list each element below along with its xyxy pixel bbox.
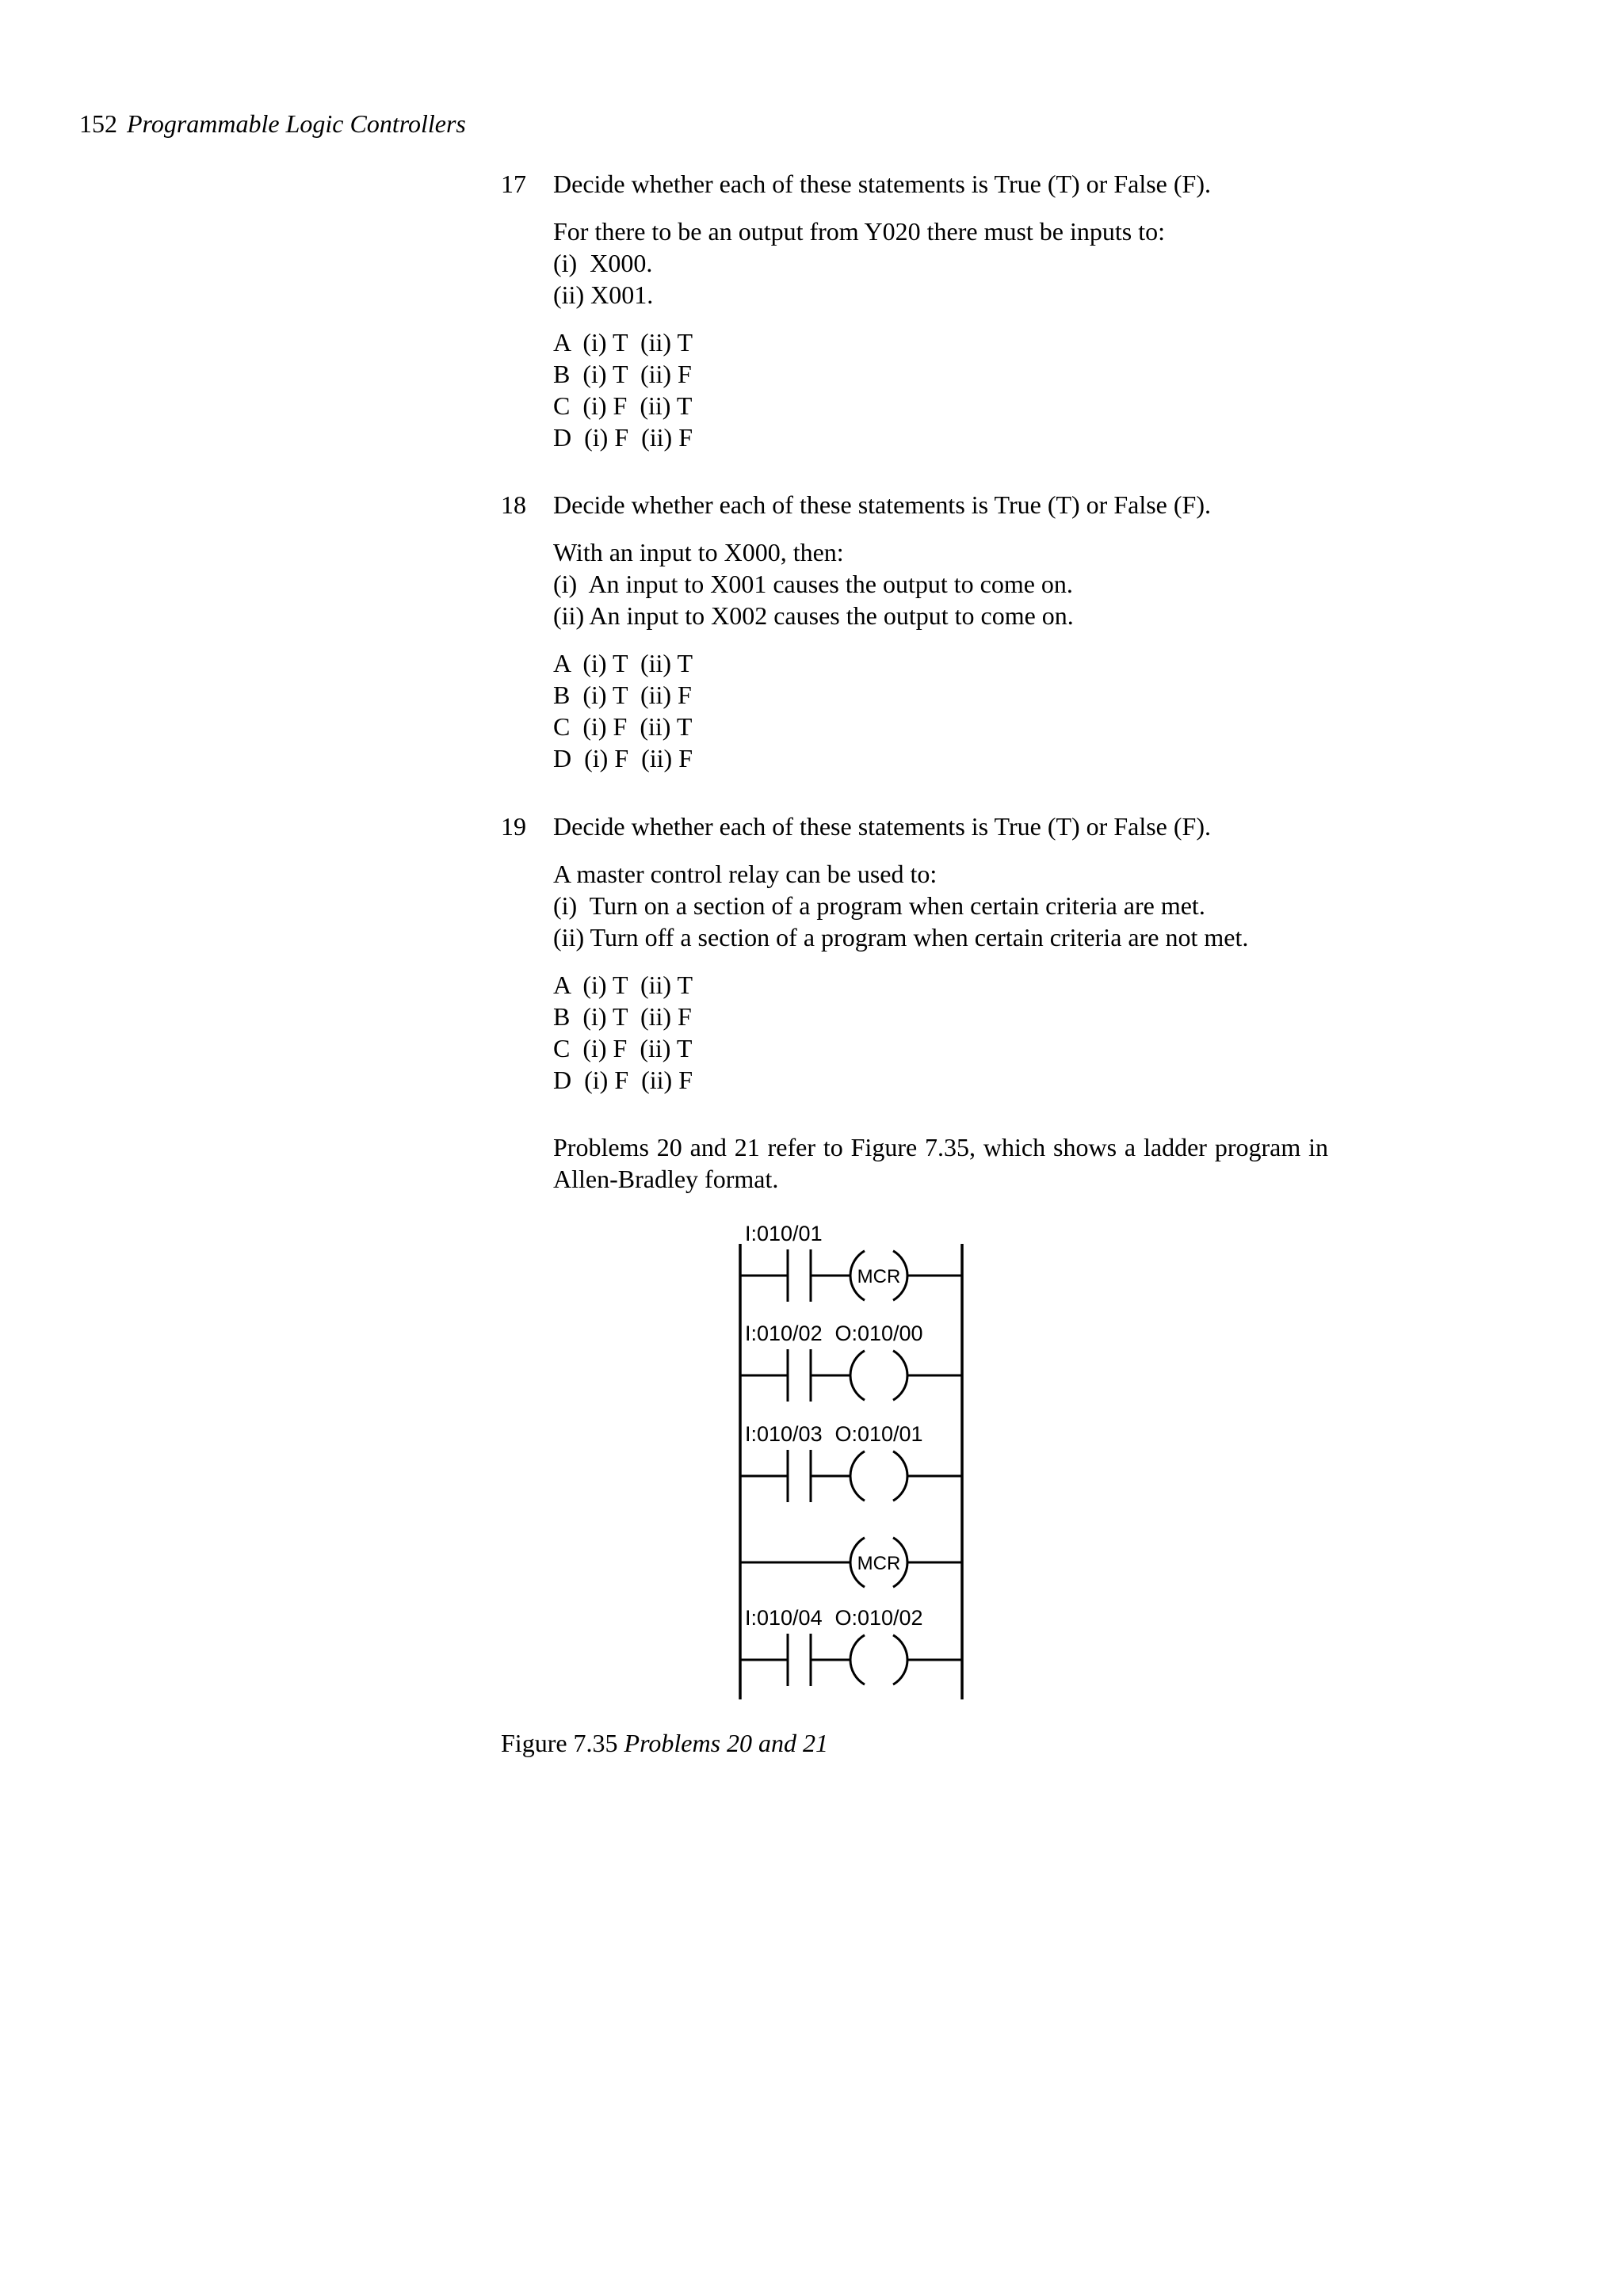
contact-label: I:010/02 — [745, 1322, 823, 1345]
answer-option: D (i) F (ii) F — [553, 423, 693, 452]
answer-option: A (i) T (ii) T — [553, 328, 693, 357]
question-prompt-row — [501, 810, 1341, 842]
statement: (i) An input to X001 causes the output to come on. — [553, 570, 1073, 598]
coil-left-arc — [850, 1451, 865, 1501]
question-18 — [501, 489, 1341, 774]
statement: (ii) An input to X002 causes the output to come on. — [553, 601, 1074, 630]
coil-right-arc — [893, 1351, 907, 1400]
question-stem: With an input to X000, then: — [553, 538, 844, 566]
statement: (i) X000. — [553, 249, 653, 277]
intro-paragraph: Problems 20 and 21 refer to Figure 7.35, which shows a ladder program in Allen-Bradley format. — [553, 1133, 1328, 1193]
statement: (ii) Turn off a section of a program when certain criteria are not met. — [553, 923, 1249, 952]
answer-option: A (i) T (ii) T — [553, 649, 693, 677]
coil-address-label: O:010/01 — [834, 1422, 923, 1446]
running-title: Programmable Logic Controllers — [127, 109, 466, 138]
answer-option: C (i) F (ii) T — [553, 391, 693, 420]
question-prompt-row — [501, 489, 1341, 521]
answer-option: D (i) F (ii) F — [553, 744, 693, 772]
contact-label: I:010/04 — [745, 1606, 823, 1630]
answer-options — [553, 647, 1341, 774]
question-number: 19 — [501, 812, 526, 841]
answer-option: B (i) T (ii) F — [553, 681, 692, 709]
question-prompt: Decide whether each of these statements is True (T) or False (F). — [553, 170, 1211, 198]
page-number: 152 — [79, 109, 117, 138]
mcr-coil-label: MCR — [857, 1553, 901, 1574]
question-stem-block — [553, 536, 1341, 631]
question-stem-block — [553, 215, 1341, 311]
answer-options — [553, 969, 1341, 1096]
question-prompt: Decide whether each of these statements is True (T) or False (F). — [553, 490, 1211, 519]
coil-left-arc — [850, 1635, 865, 1684]
statement: (ii) X001. — [553, 280, 654, 309]
answer-option: A (i) T (ii) T — [553, 971, 693, 999]
question-stem: For there to be an output from Y020 there must be inputs to: — [553, 217, 1166, 246]
question-stem-block — [553, 858, 1341, 953]
contact-label: I:010/03 — [745, 1422, 823, 1446]
ladder-diagram — [713, 1220, 983, 1711]
question-number: 18 — [501, 490, 526, 519]
coil-address-label: O:010/02 — [834, 1606, 923, 1630]
coil-right-arc — [893, 1451, 907, 1501]
answer-option: C (i) F (ii) T — [553, 1034, 693, 1062]
answer-option: C (i) F (ii) T — [553, 712, 693, 741]
figure-label: Figure 7.35 — [501, 1729, 618, 1757]
answer-option: B (i) T (ii) F — [553, 360, 692, 388]
question-prompt-row — [501, 168, 1341, 200]
statement: (i) Turn on a section of a program when certain criteria are met. — [553, 891, 1205, 920]
question-prompt: Decide whether each of these statements is True (T) or False (F). — [553, 812, 1211, 841]
answer-option: B (i) T (ii) F — [553, 1002, 692, 1031]
figure-title: Problems 20 and 21 — [624, 1729, 829, 1757]
contact-label: I:010/01 — [745, 1222, 823, 1245]
page-header — [79, 108, 466, 139]
question-17 — [501, 168, 1341, 453]
ladder-diagram-svg — [713, 1220, 983, 1711]
coil-left-arc — [850, 1351, 865, 1400]
coil-right-arc — [893, 1635, 907, 1684]
question-19 — [501, 810, 1341, 1096]
question-number: 17 — [501, 170, 526, 198]
answer-option: D (i) F (ii) F — [553, 1066, 693, 1094]
answer-options — [553, 326, 1341, 453]
question-stem: A master control relay can be used to: — [553, 860, 938, 888]
figure-caption — [501, 1727, 828, 1759]
coil-address-label: O:010/00 — [834, 1322, 923, 1345]
mcr-coil-label: MCR — [857, 1266, 901, 1287]
